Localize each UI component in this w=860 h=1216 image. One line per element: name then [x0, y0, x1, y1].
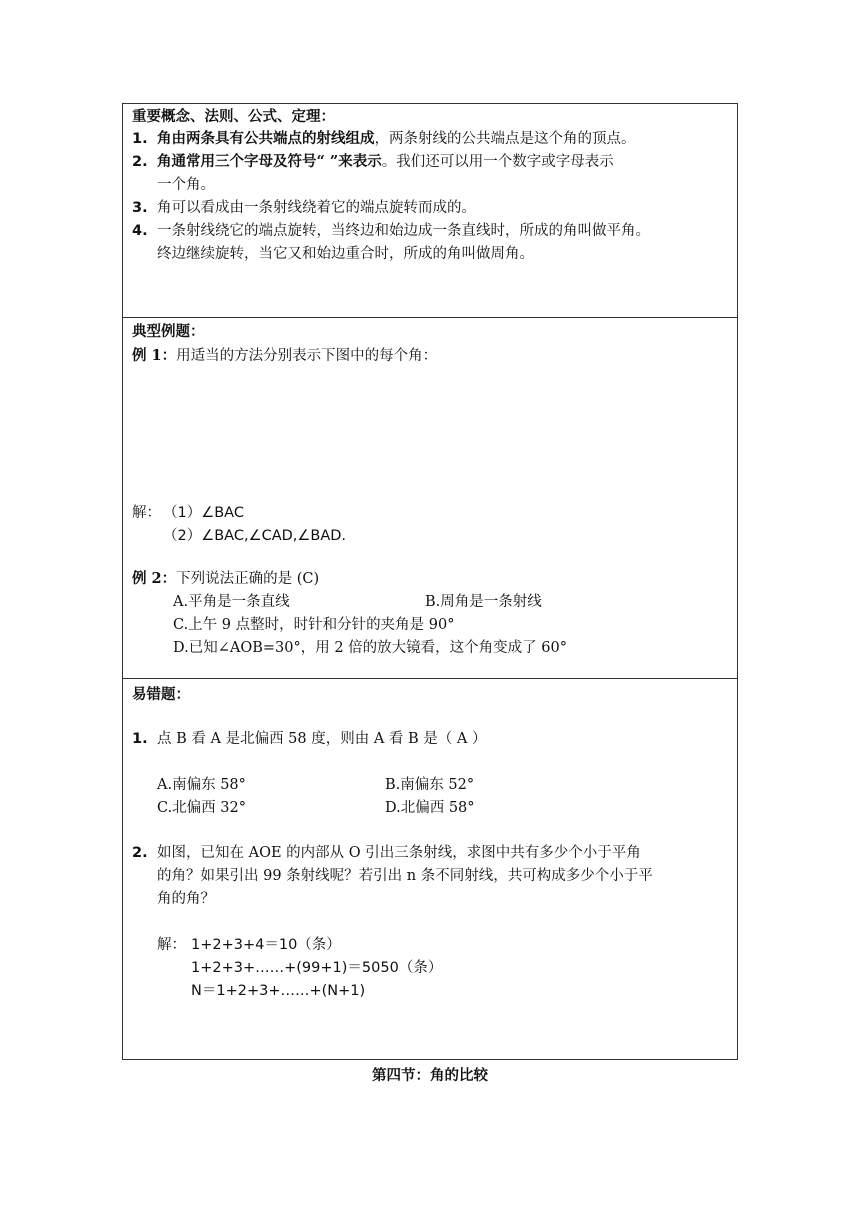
example-1-label: 例 1： — [132, 347, 177, 364]
question-2-solution-2: 1+2+3+……+(99+1)＝5050（条） — [191, 960, 443, 976]
concept-2-number: 2. — [132, 154, 148, 170]
concept-1-text: ，两条射线的公共端点是这个角的顶点。 — [374, 131, 636, 147]
concept-3: 角可以看成由一条射线绕着它的端点旋转而成的。 — [157, 200, 476, 216]
example-2-option-b: B.周角是一条射线 — [425, 594, 542, 610]
concept-1-bold: 角由两条具有公共端点的射线组成 — [157, 130, 375, 147]
example-1-solution-label: 解： — [132, 505, 161, 521]
concept-1-number: 1. — [132, 131, 148, 147]
mistakes-heading: 易错题： — [132, 686, 190, 703]
question-1-option-c: C.北偏西 32° — [157, 800, 246, 816]
example-2-label: 例 2： — [132, 570, 177, 587]
question-2-line-3: 角的角？ — [157, 891, 215, 907]
example-1-solution-line-2: （2）∠BAC,∠CAD,∠BAD. — [163, 528, 347, 544]
question-1-text: 点 B 看 A 是北偏西 58 度，则由 A 看 B 是（ A ） — [157, 731, 487, 747]
section-title-footer: 第四节：角的比较 — [372, 1067, 488, 1084]
question-1-option-d: D.北偏西 58° — [385, 800, 475, 816]
examples-heading: 典型例题： — [132, 323, 205, 340]
example-1-solution-line-1: （1）∠BAC — [163, 505, 244, 521]
concept-2-cont: 一个角。 — [157, 177, 215, 193]
concept-4-cont: 终边继续旋转，当它又和始边重合时，所成的角叫做周角。 — [157, 246, 534, 262]
question-1-option-a: A.南偏东 58° — [157, 777, 246, 793]
example-2-text: 下列说法正确的是 (C) — [176, 571, 320, 587]
example-1 — [132, 346, 437, 366]
concept-2-bold: 角通常用三个字母及符号“ ”来表示 — [157, 153, 382, 170]
concept-4-number: 4. — [132, 223, 148, 239]
question-2-line-2: 的角？如果引出 99 条射线呢？若引出 n 条不同射线，共可构成多少个小于平 — [157, 868, 653, 884]
example-2-option-c: C.上午 9 点整时，时针和分针的夹角是 90° — [173, 617, 455, 633]
concept-2-text: 。我们还可以用一个数字或字母表示 — [381, 154, 614, 170]
common-mistakes-section — [123, 679, 737, 1059]
question-2-solution-label: 解： — [157, 937, 186, 953]
question-2-solution-3: N＝1+2+3+……+(N+1) — [191, 983, 366, 999]
question-2-line-1: 如图，已知在 AOE 的内部从 O 引出三条射线，求图中共有多少个小于平角 — [157, 845, 641, 861]
example-2 — [132, 569, 319, 589]
concept-3-number: 3. — [132, 200, 148, 216]
concepts-heading: 重要概念、法则、公式、定理： — [132, 108, 335, 125]
concept-1 — [157, 129, 636, 149]
question-2-number: 2. — [132, 845, 148, 861]
question-1-number: 1. — [132, 731, 148, 747]
concept-4: 一条射线绕它的端点旋转，当终边和始边成一条直线时，所成的角叫做平角。 — [157, 223, 650, 239]
example-2-option-a: A.平角是一条直线 — [173, 594, 290, 610]
concept-2 — [157, 152, 614, 172]
question-1-option-b: B.南偏东 52° — [385, 777, 475, 793]
concepts-section — [123, 104, 737, 318]
example-1-text: 用适当的方法分别表示下图中的每个角： — [176, 348, 438, 364]
question-2-solution-1: 1+2+3+4＝10（条） — [191, 937, 341, 953]
examples-section — [123, 318, 737, 679]
example-2-option-d: D.已知∠AOB=30°，用 2 倍的放大镜看，这个角变成了 60° — [173, 640, 567, 656]
content-table — [122, 103, 738, 1060]
